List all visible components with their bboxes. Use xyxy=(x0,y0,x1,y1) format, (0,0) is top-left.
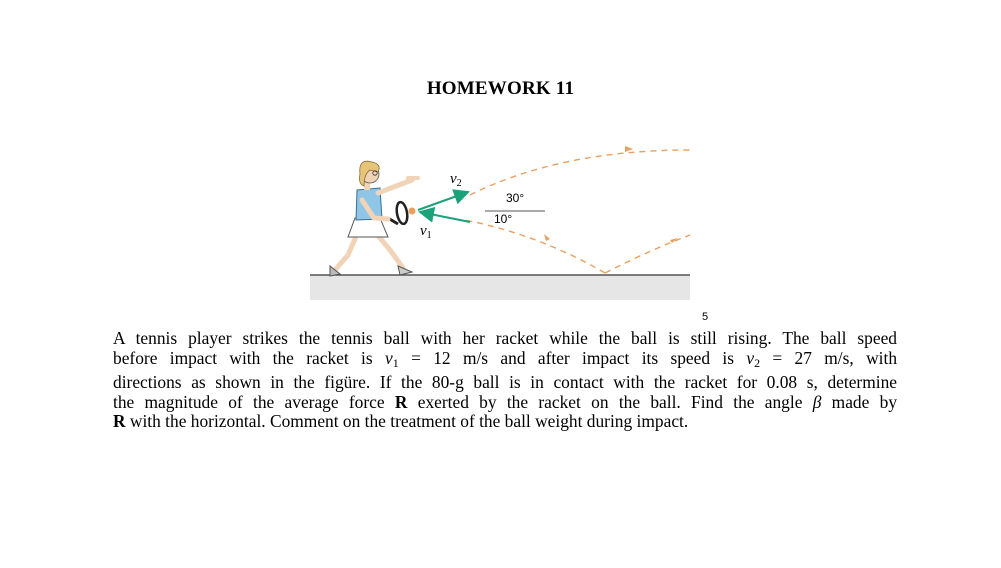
tennis-ball xyxy=(409,208,416,215)
problem-line-5: R with the horizontal. Comment on the treatment of the ball weight during impact. xyxy=(113,411,689,432)
tennis-figure xyxy=(300,140,700,300)
trajectory-arrowhead-1 xyxy=(625,146,633,152)
beta-symbol: β xyxy=(812,391,822,412)
problem-statement xyxy=(113,329,897,432)
incoming-trajectory-2 xyxy=(465,220,605,273)
page-title: HOMEWORK 11 xyxy=(426,78,575,99)
v1-arrow xyxy=(420,212,470,222)
ground xyxy=(310,275,690,300)
force-symbol-2: R xyxy=(113,411,126,432)
force-symbol: R xyxy=(394,391,408,412)
v1-label: $v_1$ xyxy=(420,223,432,241)
v1-symbol: $v_1$ xyxy=(385,347,399,370)
incoming-trajectory xyxy=(605,235,690,273)
problem-line-4: the magnitude of the average force R exerted by the racket on the ball. Find the angle β made by xyxy=(113,391,898,412)
v2-label: $v_2$ xyxy=(450,171,462,189)
problem-line-2: before impact with the racket is $v_1 = 12$ m/s and after impact its speed is $v_2 = 27$ m/s, with xyxy=(113,347,898,370)
page-number: 5 xyxy=(702,311,709,323)
problem-line-3: directions as shown in the figüre. If the 80-g ball is in contact with the racket for 0.08 s, determine xyxy=(113,372,897,393)
tennis-diagram xyxy=(300,140,700,300)
racket-head xyxy=(395,201,409,224)
problem-line-1: A tennis player strikes the tennis ball with her racket while the ball is still rising. The ball speed xyxy=(113,328,897,348)
angle-10-label: 10° xyxy=(494,212,513,226)
v2-symbol: $v_2$ xyxy=(746,347,761,370)
angle-30-label: 30° xyxy=(506,191,525,205)
outgoing-trajectory xyxy=(470,150,690,195)
trajectory-arrowhead-2 xyxy=(544,234,550,241)
v2-arrow xyxy=(418,192,468,210)
